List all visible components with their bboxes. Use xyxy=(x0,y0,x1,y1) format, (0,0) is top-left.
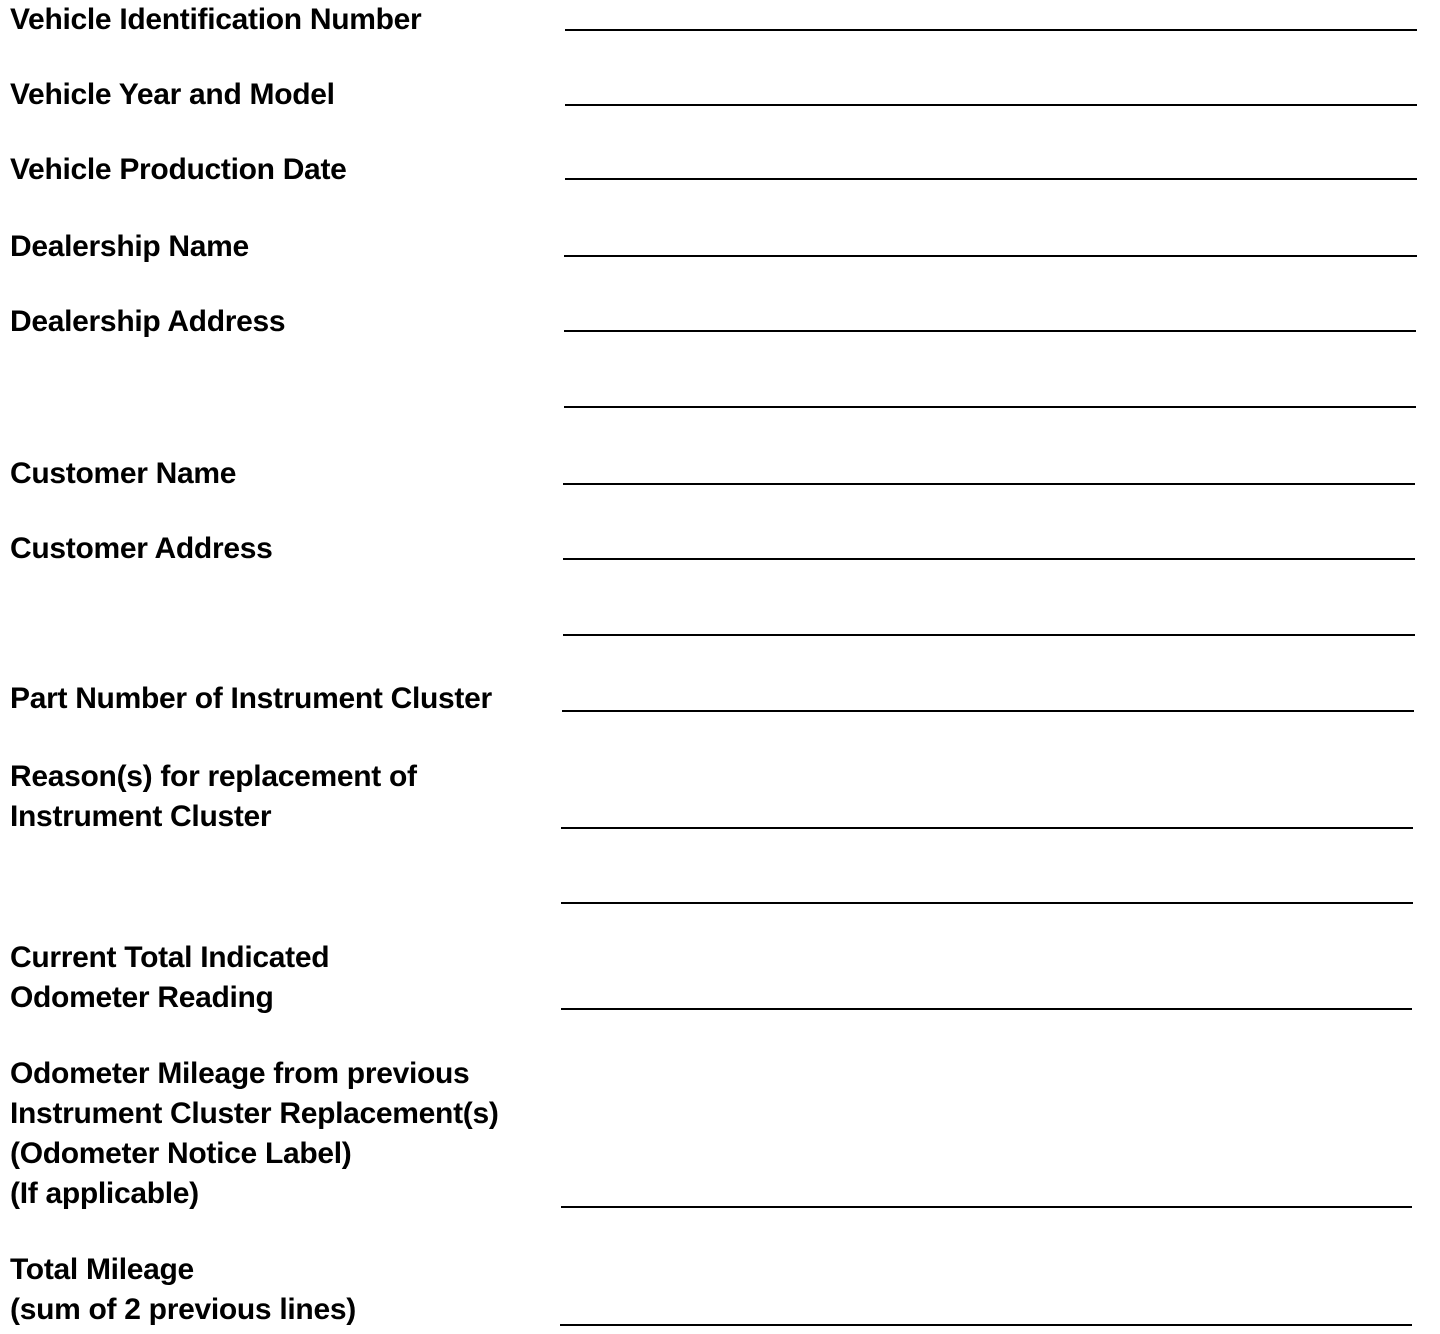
total-mileage-label-line-2: (sum of 2 previous lines) xyxy=(10,1293,356,1326)
customer-address-label-line: Customer Address xyxy=(10,532,273,565)
dealership-name-field-line[interactable] xyxy=(564,255,1417,257)
customer-name-label xyxy=(10,454,236,494)
vin-field-line[interactable] xyxy=(565,29,1417,31)
previous-mileage-label-line-4: (If applicable) xyxy=(10,1177,199,1210)
customer-address-field-line-1[interactable] xyxy=(563,558,1415,560)
customer-address-label xyxy=(10,529,273,569)
production-date-field-line[interactable] xyxy=(565,178,1417,180)
current-odometer-label-line-2: Odometer Reading xyxy=(10,981,274,1014)
current-odometer-field-line[interactable] xyxy=(561,1008,1412,1010)
year-model-label xyxy=(10,75,335,115)
customer-address-field-line-2[interactable] xyxy=(563,634,1415,636)
current-odometer-label-line-1: Current Total Indicated xyxy=(10,941,330,974)
reason-field-line-2[interactable] xyxy=(561,902,1413,904)
reason-label-line-1: Reason(s) for replacement of xyxy=(10,760,417,793)
reason-label xyxy=(10,757,417,837)
vin-label-line: Vehicle Identification Number xyxy=(10,3,422,36)
previous-mileage-label-line-2: Instrument Cluster Replacement(s) xyxy=(10,1097,499,1130)
current-odometer-label xyxy=(10,938,329,1018)
previous-mileage-field-line[interactable] xyxy=(561,1206,1412,1208)
dealership-address-label xyxy=(10,302,285,342)
part-number-field-line[interactable] xyxy=(562,710,1414,712)
year-model-field-line[interactable] xyxy=(565,104,1417,106)
year-model-label-line: Vehicle Year and Model xyxy=(10,78,335,111)
dealership-address-field-line-2[interactable] xyxy=(564,406,1416,408)
part-number-label-line: Part Number of Instrument Cluster xyxy=(10,682,492,715)
total-mileage-label xyxy=(10,1250,356,1330)
previous-mileage-label xyxy=(10,1054,499,1214)
production-date-label xyxy=(10,150,347,190)
previous-mileage-label-line-1: Odometer Mileage from previous xyxy=(10,1057,470,1090)
dealership-name-label-line: Dealership Name xyxy=(10,230,249,263)
total-mileage-label-line-1: Total Mileage xyxy=(10,1253,194,1286)
part-number-label xyxy=(10,679,492,719)
production-date-label-line: Vehicle Production Date xyxy=(10,153,347,186)
total-mileage-field-line[interactable] xyxy=(560,1324,1412,1326)
reason-field-line-1[interactable] xyxy=(561,827,1413,829)
reason-label-line-2: Instrument Cluster xyxy=(10,800,272,833)
customer-name-label-line: Customer Name xyxy=(10,457,237,490)
vin-label xyxy=(10,0,421,40)
dealership-address-field-line-1[interactable] xyxy=(564,330,1416,332)
dealership-name-label xyxy=(10,227,249,267)
previous-mileage-label-line-3: (Odometer Notice Label) xyxy=(10,1137,352,1170)
dealership-address-label-line: Dealership Address xyxy=(10,305,286,338)
customer-name-field-line[interactable] xyxy=(563,483,1415,485)
